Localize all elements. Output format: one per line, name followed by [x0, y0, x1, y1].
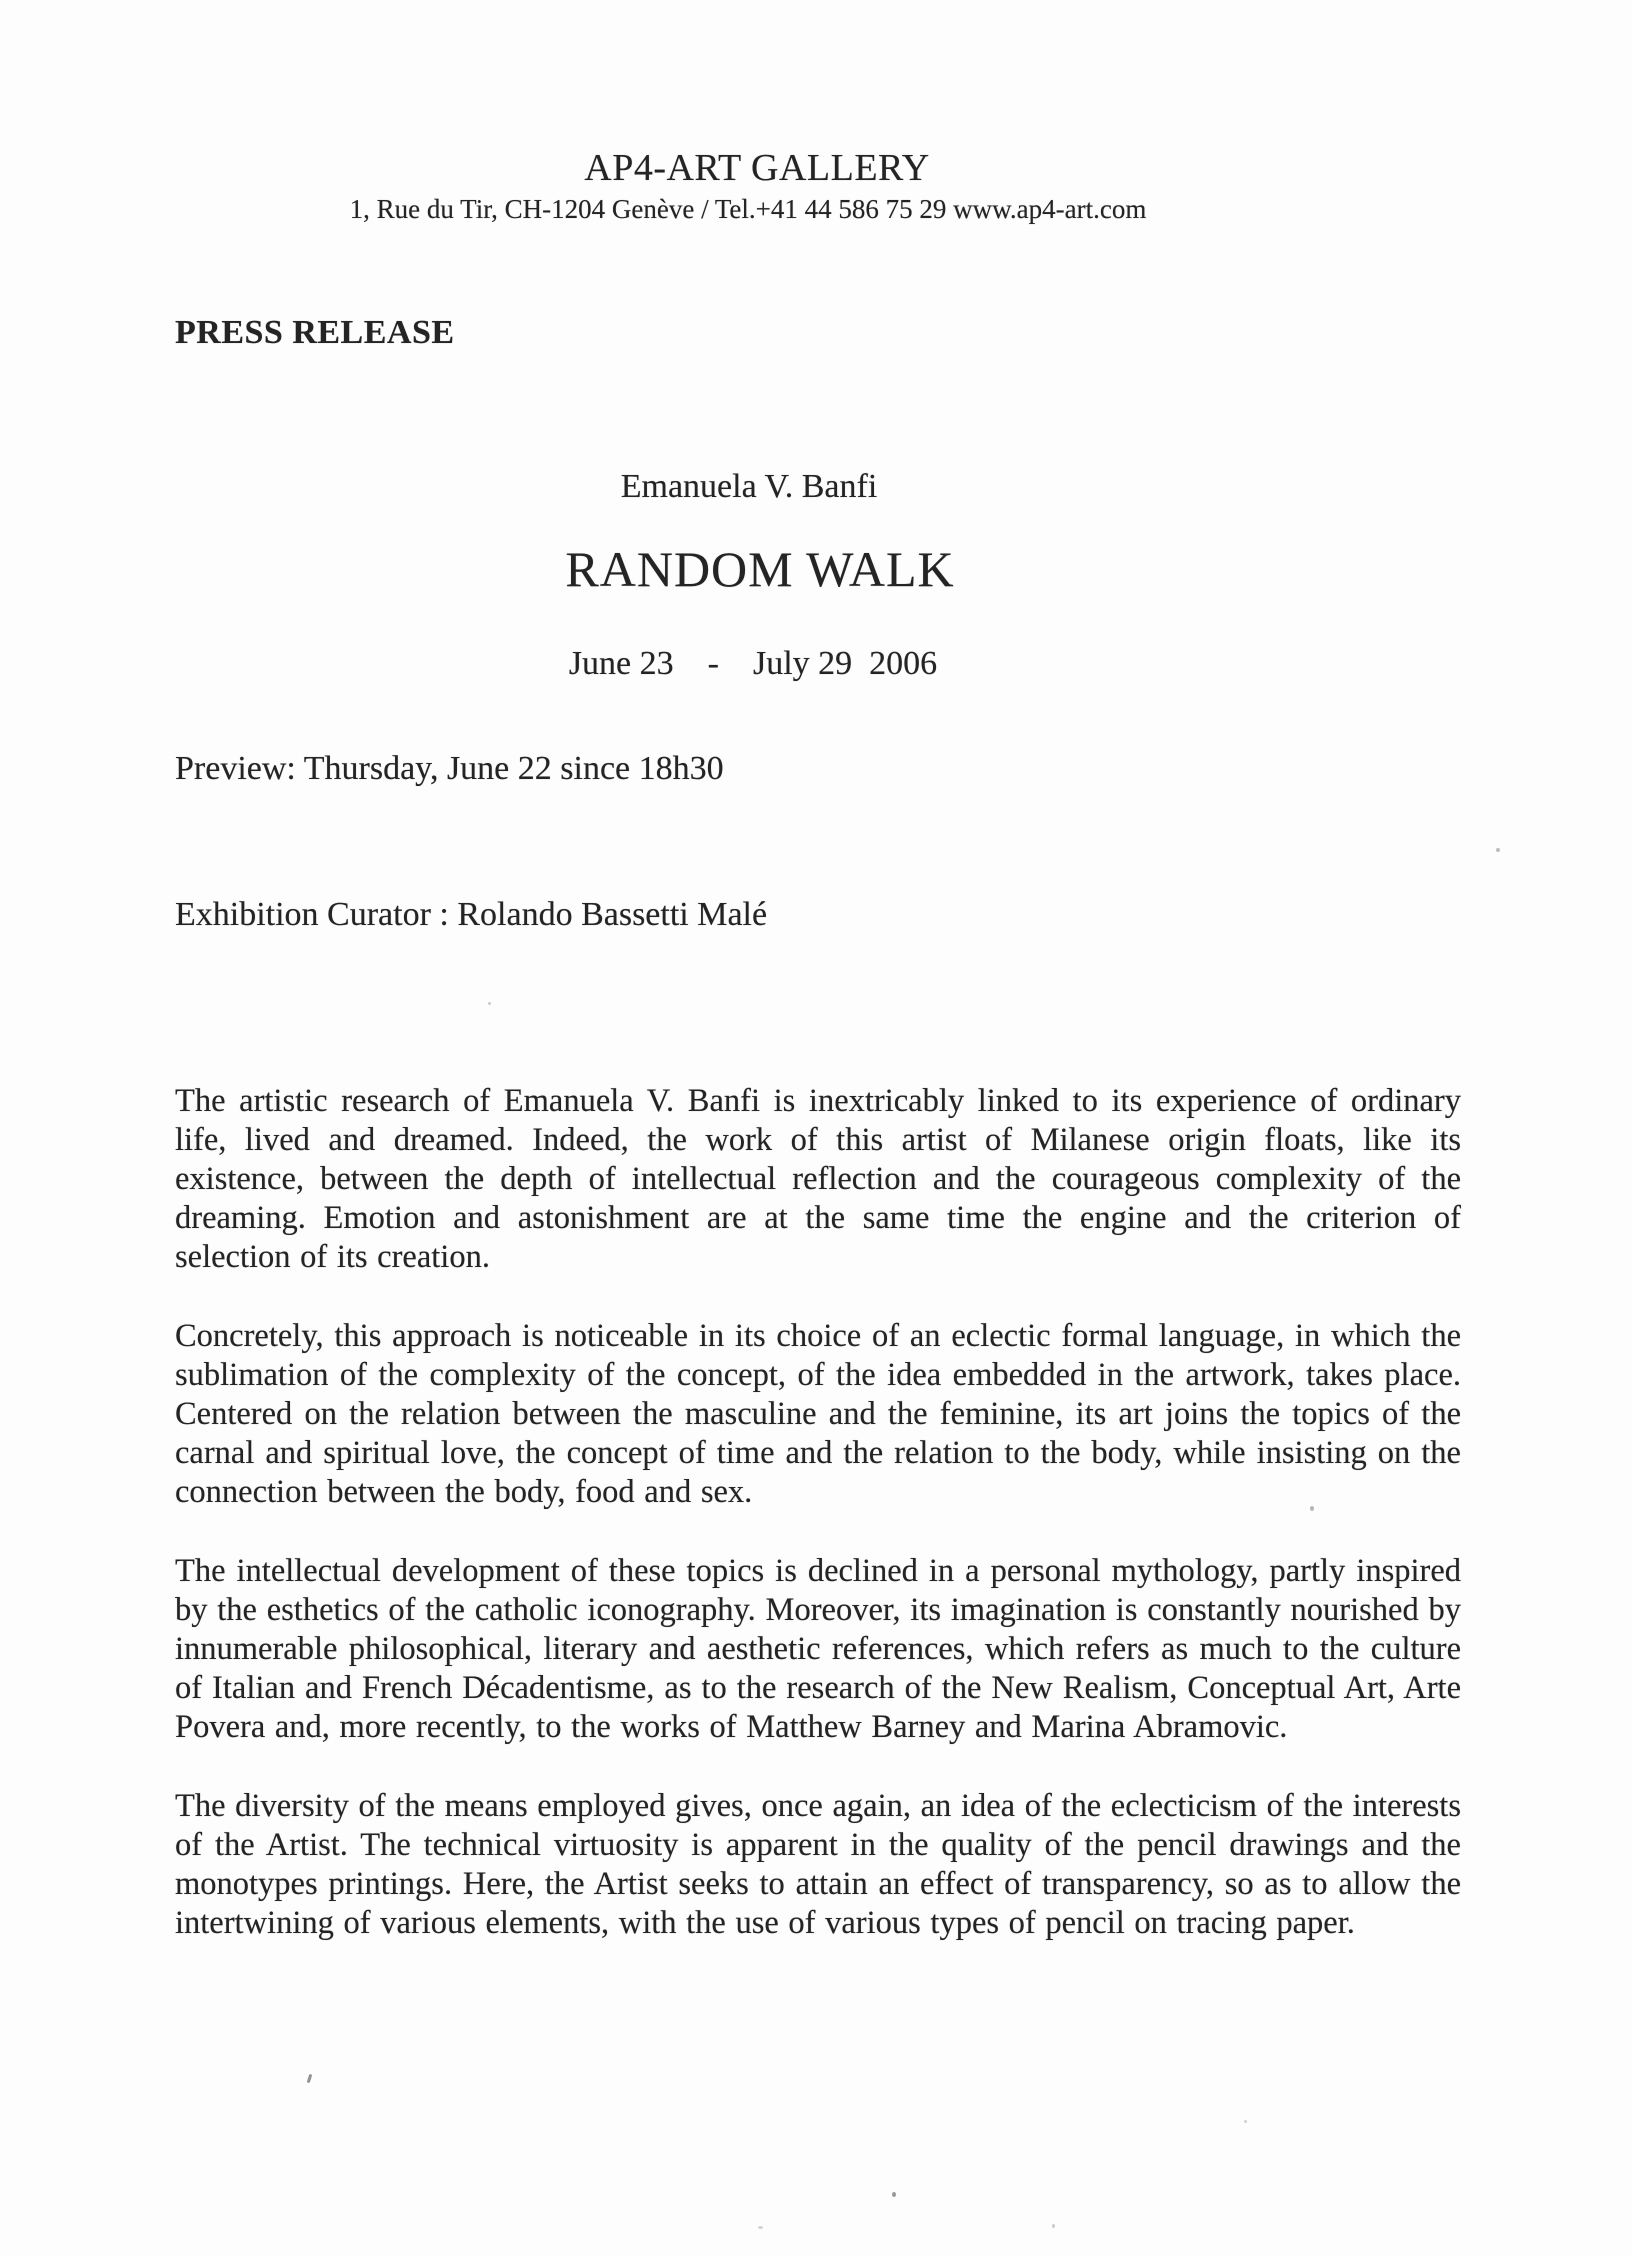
scan-speck	[1496, 848, 1500, 852]
scan-speck	[892, 2192, 896, 2197]
curator-info: Exhibition Curator : Rolando Bassetti Malé	[175, 896, 768, 933]
artist-name: Emanuela V. Banfi	[620, 468, 878, 505]
preview-info: Preview: Thursday, June 22 since 18h30	[175, 750, 724, 787]
press-release-label: PRESS RELEASE	[175, 314, 455, 351]
scan-speck	[758, 2226, 763, 2229]
paragraph-artistic-research: The artistic research of Emanuela V. Banfi is inextricably linked to its experience of ordinary life, lived and dreamed. Indeed, the work of this artist of Milanese origin floats, like its existence, between the depth of intellectual reflection and the courageous complexity of the dreaming. Emotion and astonishment are at the same time the engine and the criterion of selection of its creation.	[175, 1083, 1461, 1275]
gallery-address: 1, Rue du Tir, CH-1204 Genève / Tel.+41 44 586 75 29 www.ap4-art.com	[349, 194, 1147, 224]
paragraph-approach: Concretely, this approach is noticeable in its choice of an eclectic formal language, in which the sublimation of the complexity of the concept, of the idea embedded in the artwork, takes place. Centered on the relation between the masculine and the feminine, its art joins the topics of the carnal and spiritual love, the concept of time and the relation to the body, while insisting on the connection between the body, food and sex.	[175, 1318, 1461, 1510]
scan-speck	[1052, 2224, 1055, 2228]
paragraph-intellectual-development: The intellectual development of these topics is declined in a personal mythology, partly inspired by the esthetics of the catholic iconography. Moreover, its imagination is constantly nourished by innumerable philosophical, literary and aesthetic references, which refers as much to the culture of Italian and French Décadentisme, as to the research of the New Realism, Conceptual Art, Arte Povera and, more recently, to the works of Matthew Barney and Marina Abramovic.	[175, 1553, 1461, 1745]
scan-speck	[1244, 2120, 1247, 2123]
scan-speck	[1310, 1506, 1314, 1511]
scan-speck	[307, 2074, 313, 2083]
exhibition-title: RANDOM WALK	[565, 541, 955, 597]
paragraph-diversity-of-means: The diversity of the means employed gives, once again, an idea of the eclecticism of the interests of the Artist. The technical virtuosity is apparent in the quality of the pencil drawings and the monotypes printings. Here, the Artist seeks to attain an effect of transparency, so as to allow the intertwining of various elements, with the use of various types of pencil on tracing paper.	[175, 1788, 1461, 1941]
scan-speck	[488, 1002, 491, 1005]
gallery-name: AP4-ART GALLERY	[584, 147, 930, 189]
exhibition-dates: June 23 - July 29 2006	[568, 645, 938, 682]
body-text	[175, 1082, 1461, 1943]
